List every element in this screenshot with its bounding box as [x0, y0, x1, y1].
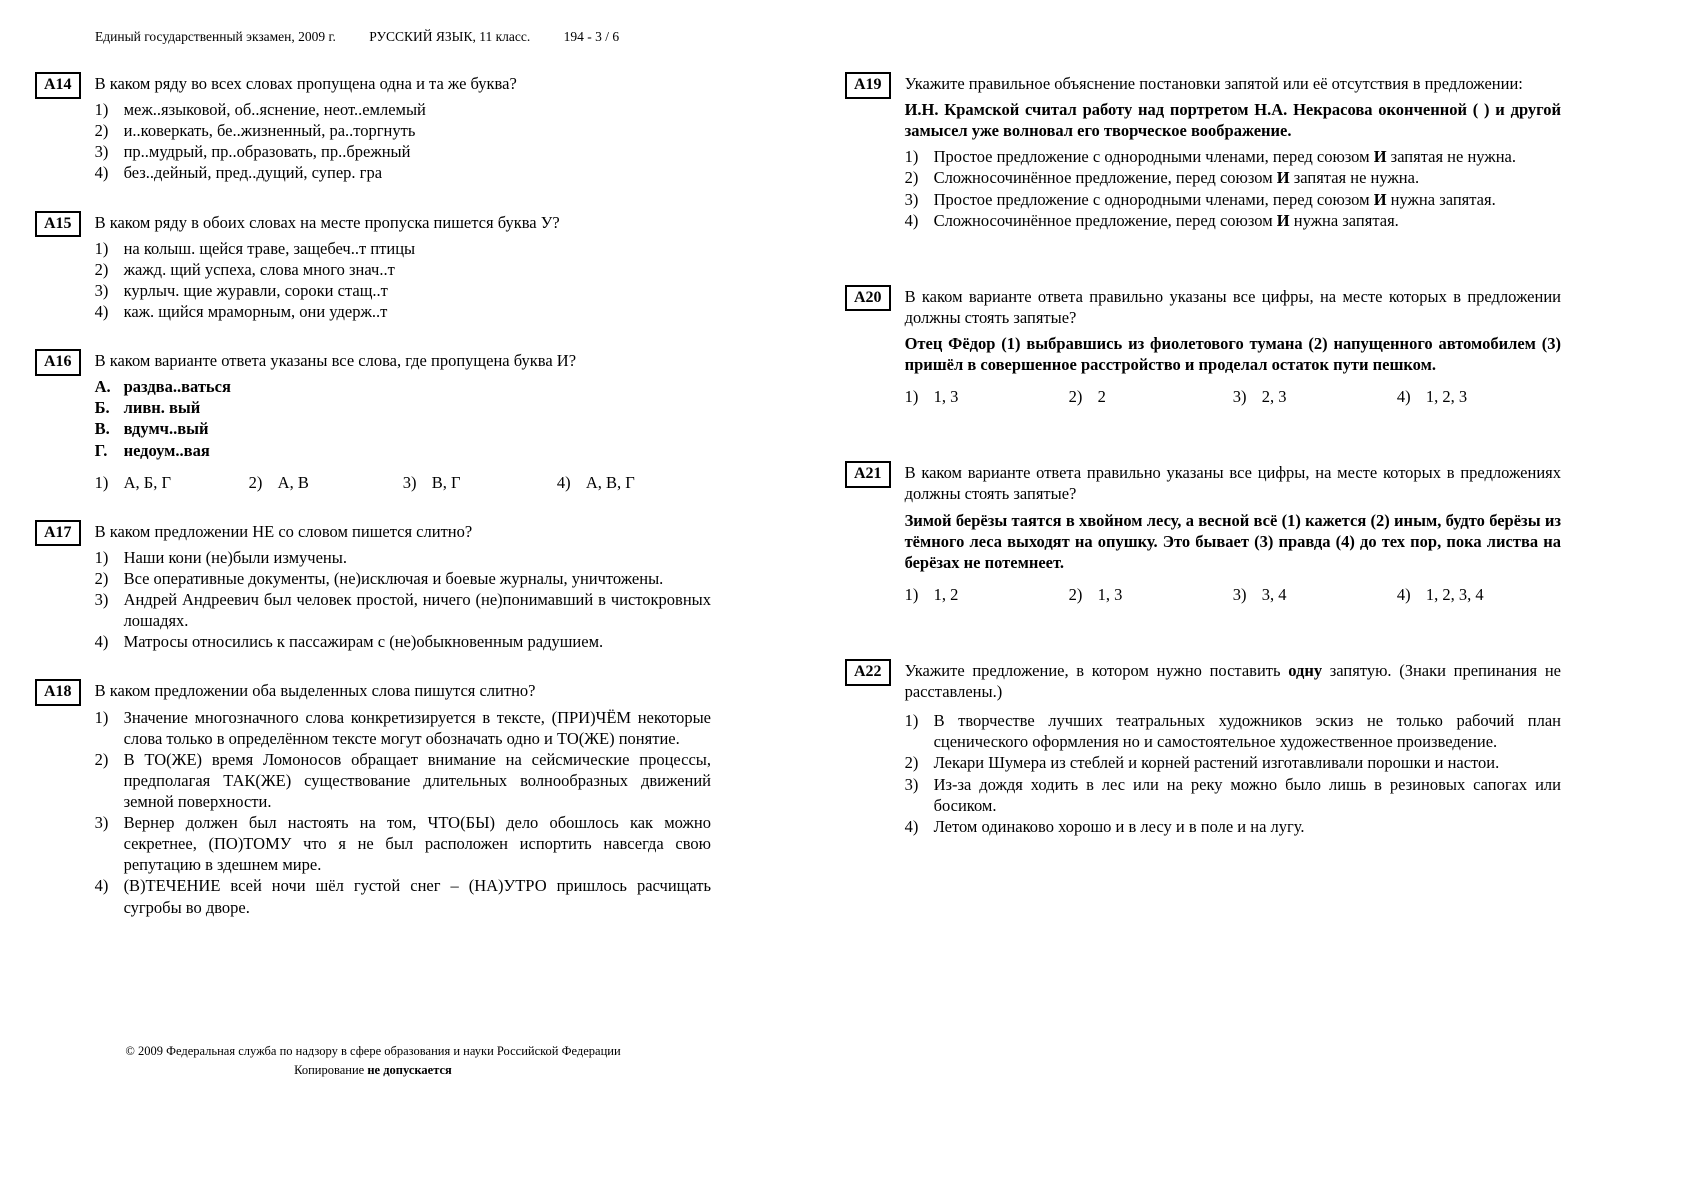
question-text: В каком предложении оба выделенных слова пишутся слитно? [94, 681, 536, 701]
option-text: Матросы относились к пассажирам с (не)обыкновенным радушием. [123, 632, 604, 652]
option-number: 1) [94, 238, 109, 258]
answer-text: В, Г [431, 472, 461, 492]
option-text: каж. щийся мраморным, они удерж..т [123, 301, 388, 321]
answer-text: 1, 3 [933, 387, 959, 407]
option-number: 2) [904, 753, 919, 773]
option-text-pre: Сложносочинённое предложение, перед союзом [933, 210, 1277, 230]
option-number: 2) [94, 259, 109, 279]
option-number: 4) [904, 816, 919, 836]
page-number: 194 - 3 / 6 [563, 29, 620, 44]
exam-title: Единый государственный экзамен, 2009 г. [95, 29, 336, 44]
option-number: 1) [94, 707, 109, 727]
option-number: 3) [94, 280, 109, 300]
option-text: Из-за дождя ходить в лес или на реку можно было лишь в резиновых сапогах или босиком. [933, 774, 1561, 815]
question-a20 [845, 285, 1561, 408]
answer-number: 1) [904, 387, 919, 407]
answer-item [1397, 584, 1561, 605]
options-list [905, 710, 1561, 837]
question-a22 [845, 659, 1561, 837]
option-text-post: нужна запятая. [1386, 189, 1496, 209]
option [905, 752, 1561, 773]
word-item [95, 376, 711, 397]
option [905, 774, 1561, 816]
option-text: и..коверкать, бе..жизненный, ра..торгнуть [123, 121, 416, 141]
answer-text: 1, 3 [1097, 584, 1123, 604]
option-text: В ТО(ЖЕ) время Ломоносов обращает внимание на сейсмические процессы, предполагая ТАК(ЖЕ) существование длительных волнообразных движений земной поверхности. [123, 749, 711, 811]
answer-number: 1) [94, 472, 109, 492]
word-item [95, 440, 711, 461]
answer-number: 2) [248, 472, 263, 492]
option-text: Значение многозначного слова конкретизируется в тексте, (ПРИ)ЧЁМ некоторые слова только в определённом тексте могут обозначать одно и ТО(ЖЕ) понятие. [123, 707, 711, 748]
question-body [95, 211, 711, 323]
question-a15 [35, 211, 711, 323]
options-list [95, 99, 711, 183]
question-text: Укажите правильное объяснение постановки запятой или её отсутствия в предложении: [904, 74, 1523, 93]
item-letter: Б. [94, 398, 110, 418]
item-letter: В. [94, 419, 110, 439]
conjunction-bold: И [1373, 147, 1387, 167]
option-text [934, 167, 1561, 188]
question-body [95, 72, 711, 184]
option [95, 749, 711, 812]
page-footer [35, 1043, 711, 1078]
conjunction-bold: И [1373, 189, 1387, 209]
question-a19 [845, 72, 1561, 231]
option-number: 3) [94, 590, 109, 610]
option-number: 4) [94, 632, 109, 652]
answer-text: А, В [277, 472, 309, 492]
question-body [905, 285, 1561, 408]
options-list [905, 146, 1561, 230]
answer-text: 3, 4 [1261, 584, 1287, 604]
option [95, 141, 711, 162]
option-text: пр..мудрый, пр..образовать, пр..брежный [123, 142, 411, 162]
answer-item [905, 386, 1069, 407]
option [95, 280, 711, 301]
answer-number: 3) [1232, 387, 1247, 407]
right-column [845, 72, 1561, 891]
word-item [95, 418, 711, 439]
option-text [934, 189, 1561, 210]
left-column [35, 72, 711, 945]
option [905, 189, 1561, 210]
answer-text: 1, 2, 3, 4 [1425, 584, 1484, 604]
word-item [95, 397, 711, 418]
answer-number: 2) [1068, 584, 1083, 604]
answer-number: 3) [402, 472, 417, 492]
option [95, 301, 711, 322]
option-number: 3) [904, 774, 919, 794]
option-text: курлыч. щие журавли, сороки стащ..т [123, 280, 388, 300]
subject-title: РУССКИЙ ЯЗЫК, 11 класс. [369, 29, 531, 44]
emphasis-bold: одну [1288, 660, 1323, 680]
option-number: 4) [94, 876, 109, 896]
question-body [905, 72, 1561, 231]
answer-text: 1, 2, 3 [1425, 387, 1468, 407]
example-sentence: И.Н. Крамской считал работу над портретом Н.А. Некрасова оконченной ( ) и другой замысел уже волновал его творческое воображение. [904, 100, 1561, 141]
option [95, 707, 711, 749]
option-text: жажд. щий успеха, слова много знач..т [123, 259, 395, 279]
option-number: 4) [94, 301, 109, 321]
option-number: 3) [94, 813, 109, 833]
copyright-line: © 2009 Федеральная служба по надзору в сфере образования и науки Российской Федерации [125, 1044, 621, 1058]
option-number: 1) [94, 100, 109, 120]
answers-row [95, 472, 711, 493]
option-number: 4) [94, 163, 109, 183]
option-text [934, 210, 1561, 231]
option-text: (В)ТЕЧЕНИЕ всей ночи шёл густой снег – (НА)УТРО пришлось расчищать сугробы во дворе. [123, 876, 711, 917]
question-a17 [35, 520, 711, 653]
question-label-a22: A22 [845, 659, 891, 686]
option-text: без..дейный, пред..дущий, супер. гра [123, 163, 383, 183]
option-text: В творчестве лучших театральных художников эскиз не только рабочий план сценического оформления но и самостоятельное художественное произведение. [933, 711, 1561, 752]
option-text-post: запятая не нужна. [1386, 147, 1516, 167]
conjunction-bold: И [1276, 210, 1290, 230]
option [905, 816, 1561, 837]
option-number: 3) [904, 189, 919, 209]
question-label-a19: A19 [845, 72, 891, 99]
conjunction-bold: И [1276, 168, 1290, 188]
option-text: Вернер должен был настоять на том, ЧТО(БЫ) дело обошлось как можно секретнее, (ПО)ТОМУ что я не был расположен испортить навсегда свою репутацию в здешнем мире. [123, 813, 711, 875]
question-label-a17: A17 [35, 520, 81, 547]
question-label-a18: A18 [35, 679, 81, 706]
options-list [95, 238, 711, 322]
answer-item [905, 584, 1069, 605]
answer-number: 1) [904, 584, 919, 604]
copy-notice-bold: не допускается [367, 1063, 452, 1077]
option [95, 589, 711, 631]
answer-item [1233, 386, 1397, 407]
item-letter: Г. [94, 440, 108, 460]
question-label-a15: A15 [35, 211, 81, 238]
option [95, 99, 711, 120]
options-list [95, 707, 711, 918]
option [905, 710, 1561, 752]
question-text: В каком варианте ответа указаны все слова, где пропущена буква И? [94, 351, 577, 371]
option [95, 547, 711, 568]
answers-row [905, 584, 1561, 605]
answer-item [1069, 584, 1233, 605]
answer-item [95, 472, 249, 493]
option-number: 2) [94, 749, 109, 769]
item-letter: А. [94, 377, 111, 397]
question-label-a14: A14 [35, 72, 81, 99]
question-body [905, 659, 1561, 837]
copy-notice-pre: Копирование [294, 1063, 368, 1077]
answer-text: А, В, Г [585, 472, 635, 492]
option [95, 812, 711, 875]
option [95, 631, 711, 652]
item-word: ливн. вый [123, 398, 201, 418]
option [95, 238, 711, 259]
option-number: 1) [904, 711, 919, 731]
question-label-a20: A20 [845, 285, 891, 312]
question-text: В каком варианте ответа правильно указаны все цифры, на месте которых в предложениях должны стоять запятые? [904, 463, 1561, 504]
question-a21 [845, 461, 1561, 605]
answer-number: 4) [556, 472, 571, 492]
option-text: меж..языковой, об..яснение, неот..емлемый [123, 100, 426, 120]
option-number: 1) [904, 147, 919, 167]
answer-item [557, 472, 711, 493]
option-text-post: нужна запятая. [1289, 210, 1399, 230]
question-text [905, 660, 1561, 702]
question-a18 [35, 679, 711, 917]
question-body [95, 349, 711, 493]
option [95, 162, 711, 183]
question-text-pre: Укажите предложение, в котором нужно поставить [904, 660, 1289, 680]
option-text: Лекари Шумера из стеблей и корней растений изготавливали порошки и настои. [933, 753, 1500, 773]
example-sentence: Отец Фёдор (1) выбравшись из фиолетового тумана (2) напущенного автомобилем (3) пришёл в совершенное расстройство и проделал остаток пути пешком. [904, 333, 1561, 375]
answer-item [1233, 584, 1397, 605]
item-word: раздва..ваться [123, 377, 231, 397]
answer-number: 4) [1396, 387, 1411, 407]
question-text: В каком варианте ответа правильно указаны все цифры, на месте которых в предложении должны стоять запятые? [904, 286, 1561, 327]
page-header [95, 28, 619, 45]
item-word: недоум..вая [123, 440, 210, 460]
question-text-post: запятую. (Знаки препинания не расставлены.) [904, 660, 1561, 702]
answer-text: 2 [1097, 387, 1106, 407]
question-a16 [35, 349, 711, 493]
answer-text: А, Б, Г [123, 472, 171, 492]
item-word: вдумч..вый [123, 419, 209, 439]
answer-item [249, 472, 403, 493]
option-number: 2) [904, 168, 919, 188]
option-number: 2) [94, 121, 109, 141]
question-text: В каком предложении НЕ со словом пишется слитно? [94, 521, 473, 541]
option-number: 3) [94, 142, 109, 162]
answer-text: 1, 2 [933, 584, 959, 604]
option-text-pre: Простое предложение с однородными членами, перед союзом [933, 189, 1374, 209]
question-text: В каком ряду во всех словах пропущена одна и та же буква? [94, 74, 517, 93]
option-text-pre: Простое предложение с однородными членами, перед союзом [933, 147, 1374, 167]
option-text [934, 146, 1561, 167]
word-items [95, 376, 711, 460]
option-text: Андрей Андреевич был человек простой, ничего (не)понимавший в чистокровных лошадях. [123, 590, 711, 631]
answer-item [1397, 386, 1561, 407]
option-text: Летом одинаково хорошо и в лесу и в поле и на лугу. [933, 816, 1305, 836]
option-number: 1) [94, 547, 109, 567]
question-body [95, 520, 711, 653]
answer-text: 2, 3 [1261, 387, 1287, 407]
option [95, 120, 711, 141]
option-text-pre: Сложносочинённое предложение, перед союзом [933, 168, 1277, 188]
copy-notice [35, 1062, 711, 1078]
answer-item [403, 472, 557, 493]
options-list [95, 547, 711, 653]
answer-number: 3) [1232, 584, 1247, 604]
question-text: В каком ряду в обоих словах на месте пропуска пишется буква У? [94, 212, 560, 232]
option-text: на колыш. щейся траве, защебеч..т птицы [123, 238, 416, 258]
question-label-a16: A16 [35, 349, 81, 376]
option-text: Наши кони (не)были измучены. [123, 547, 347, 567]
option [905, 167, 1561, 188]
question-a14 [35, 72, 711, 184]
option [95, 259, 711, 280]
option-text-post: запятая не нужна. [1289, 168, 1420, 188]
answer-item [1069, 386, 1233, 407]
option [95, 875, 711, 917]
answers-row [905, 386, 1561, 407]
option [95, 568, 711, 589]
example-sentence: Зимой берёзы таятся в хвойном лесу, а весной всё (1) кажется (2) иным, будто берёзы из тёмного леса выходят на опушку. Это бывает (3) правда (4) до тех пор, пока листва на берёзах не потемнеет. [904, 510, 1561, 572]
option [905, 210, 1561, 231]
question-body [95, 679, 711, 917]
question-body [905, 461, 1561, 605]
answer-number: 2) [1068, 387, 1083, 407]
question-label-a21: A21 [845, 461, 891, 488]
option-number: 4) [904, 210, 919, 230]
option [905, 146, 1561, 167]
option-number: 2) [94, 568, 109, 588]
answer-number: 4) [1396, 584, 1411, 604]
option-text: Все оперативные документы, (не)исключая и боевые журналы, уничтожены. [123, 568, 664, 588]
